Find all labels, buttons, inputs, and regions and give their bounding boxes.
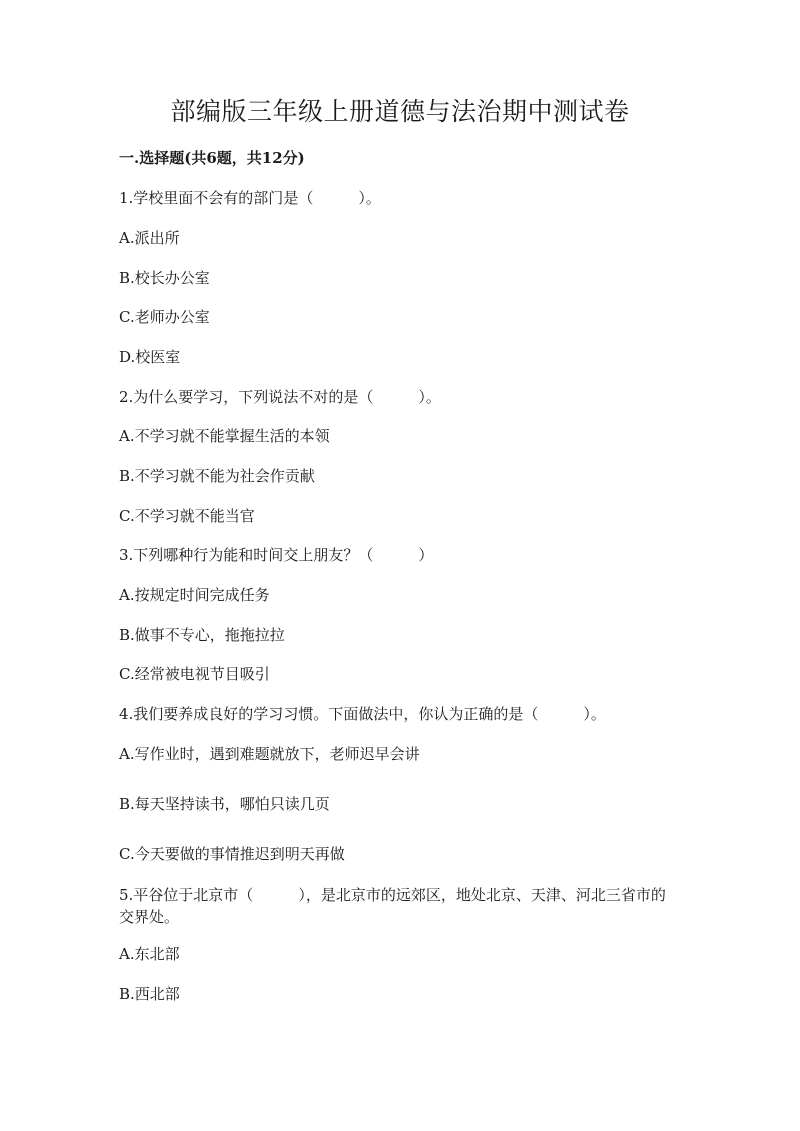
question-1-option-d: D.校医室 [119, 348, 181, 366]
exam-title: 部编版三年级上册道德与法治期中测试卷 [170, 97, 630, 126]
question-3-option-b: B.做事不专心，拖拖拉拉 [119, 626, 285, 644]
question-5-option-b: B.西北部 [119, 985, 180, 1003]
question-2-option-c: C.不学习就不能当官 [119, 507, 255, 525]
question-3-stem: 3.下列哪种行为能和时间交上朋友？（ ） [119, 546, 434, 564]
question-1-option-b: B.校长办公室 [119, 269, 210, 287]
question-2-option-b: B.不学习就不能为社会作贡献 [119, 467, 315, 485]
question-5-option-a: A.东北部 [119, 945, 180, 963]
question-1-option-c: C.老师办公室 [119, 308, 210, 326]
question-3-option-a: A.按规定时间完成任务 [119, 586, 270, 604]
question-1-stem: 1.学校里面不会有的部门是（ ）。 [119, 189, 381, 207]
question-3-option-c: C.经常被电视节目吸引 [119, 665, 270, 683]
question-4-option-a: A.写作业时，遇到难题就放下，老师迟早会讲 [119, 745, 420, 763]
question-4-stem: 4.我们要养成良好的学习习惯。下面做法中，你认为正确的是（ ）。 [119, 705, 606, 723]
question-5-stem: 5.平谷位于北京市（ ），是北京市的远郊区，地处北京、天津、河北三省市的交界处。 [119, 886, 666, 926]
section-heading: 一.选择题(共6题，共12分) [119, 149, 305, 167]
question-2-option-a: A.不学习就不能掌握生活的本领 [119, 427, 330, 445]
question-4-option-c: C.今天要做的事情推迟到明天再做 [119, 845, 345, 863]
question-2-stem: 2.为什么要学习，下列说法不对的是（ ）。 [119, 388, 441, 406]
question-4-option-b: B.每天坚持读书，哪怕只读几页 [119, 795, 330, 813]
question-1-option-a: A.派出所 [119, 229, 180, 247]
